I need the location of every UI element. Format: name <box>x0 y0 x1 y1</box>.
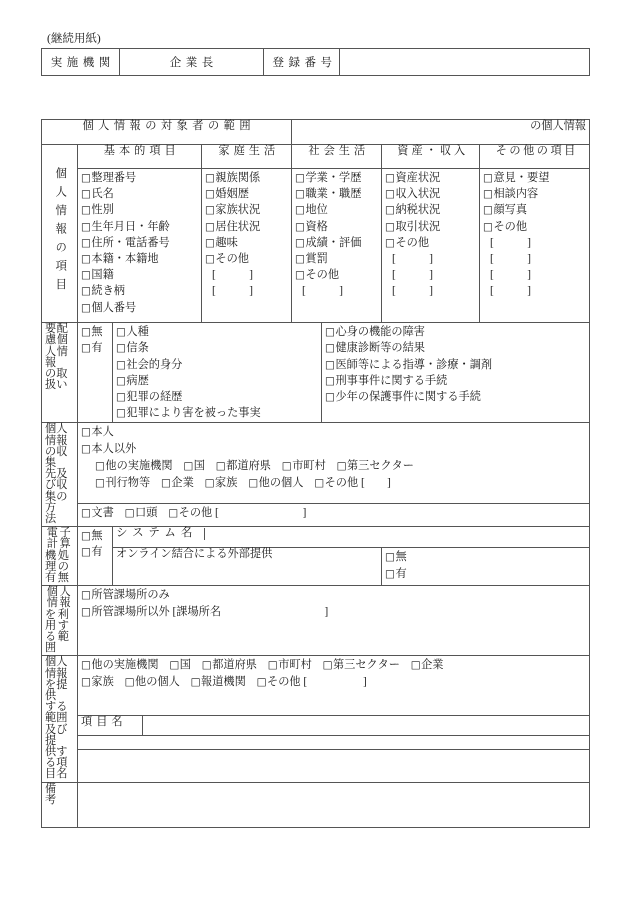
list-item[interactable]: □ 居住状況 <box>205 219 288 235</box>
collection-sources-row1 <box>81 458 586 475</box>
system-name-label: システム名 <box>116 528 205 540</box>
list-item[interactable]: □ 本籍・本籍地 <box>81 251 198 267</box>
scope-header-suffix: の個人情報 <box>530 120 587 132</box>
source-option[interactable]: □ 都道府県 <box>216 460 271 472</box>
agency-value[interactable]: 企業長 <box>120 49 264 76</box>
target-option[interactable]: □ 報道機関 <box>191 676 246 688</box>
system-name-value[interactable] <box>205 528 587 540</box>
target-option[interactable]: □ 都道府県 <box>202 659 257 671</box>
list-item[interactable]: □ 健康診断等の結果 <box>325 340 586 356</box>
use-scope-label: 個人情報 を利用する範囲 <box>42 586 78 656</box>
table-row <box>42 782 590 827</box>
blank-entry[interactable]: [ ] <box>490 269 532 282</box>
table-row <box>42 323 590 423</box>
column-header-social: 社会生活 <box>292 145 382 169</box>
method-option[interactable]: □ 口頭 <box>125 507 158 519</box>
method-option-other[interactable]: □ その他 <box>168 507 212 519</box>
list-item[interactable]: □ 人種 <box>116 324 318 340</box>
use-scope-other[interactable]: □ 所管課場所以外 [課場所名 ] <box>81 604 586 621</box>
source-option[interactable]: □ 他の実施機関 <box>95 460 173 472</box>
sensitive-section-label: 要配慮個人情報 の取扱い <box>42 323 78 423</box>
blank-entry[interactable]: [ ] <box>212 269 254 282</box>
list-item[interactable]: □ 顔写真 <box>483 202 586 218</box>
collection-methods <box>78 504 590 527</box>
table-row <box>42 656 590 715</box>
online-option-none[interactable]: □ 無 <box>385 549 586 565</box>
collection-self-row[interactable]: □ 本人 <box>81 424 586 441</box>
sensitive-option-none[interactable]: □ 無 <box>81 324 109 340</box>
use-scope-own[interactable]: □ 所管課場所のみ <box>81 587 586 604</box>
computer-yesno-group <box>78 527 113 586</box>
item-name-label: 項目名 <box>78 716 143 736</box>
target-option[interactable]: □ 第三セクター <box>323 659 400 671</box>
online-option-yes[interactable]: □ 有 <box>385 566 586 582</box>
provide-targets-row1 <box>81 657 586 674</box>
list-item[interactable]: □ 相談内容 <box>483 186 586 202</box>
list-item[interactable]: □ その他 <box>483 219 586 235</box>
list-item[interactable]: □ その他 <box>385 235 476 251</box>
list-item[interactable]: □ その他 <box>205 251 288 267</box>
remarks-label: 備考 <box>42 782 78 827</box>
target-option[interactable]: □ 国 <box>169 659 191 671</box>
system-name-row <box>113 527 590 548</box>
items-side-label: 個人情報の項目 <box>42 145 78 323</box>
online-provision-label: オンライン結合による外部提供 <box>113 548 382 586</box>
sensitive-yesno-group <box>78 323 113 423</box>
target-option[interactable]: □ 他の実施機関 <box>81 659 159 671</box>
options-social <box>292 169 382 323</box>
list-item[interactable]: □ 住所・電話番号 <box>81 235 198 251</box>
item-name-header-blank[interactable] <box>143 716 590 736</box>
column-header-assets: 資産・収入 <box>382 145 480 169</box>
list-item[interactable]: □ 収入状況 <box>385 186 476 202</box>
list-item[interactable]: □ 資産状況 <box>385 170 476 186</box>
sensitive-left-options <box>113 323 322 423</box>
list-item[interactable]: □ 医師等による指導・診療・調剤 <box>325 357 586 373</box>
blank-entry[interactable]: [ ] <box>302 285 344 298</box>
list-item[interactable]: □ 個人番号 <box>81 300 198 316</box>
blank-entry[interactable]: [ ] <box>392 252 434 265</box>
provide-targets-row2 <box>81 674 586 691</box>
blank-entry[interactable]: [ ] <box>490 236 532 249</box>
provide-targets <box>78 656 590 715</box>
source-option[interactable]: □ 家族 <box>205 477 238 489</box>
list-item[interactable]: □ 生年月日・年齢 <box>81 219 198 235</box>
list-item[interactable]: □ 性別 <box>81 202 198 218</box>
column-header-basic: 基本的項目 <box>78 145 202 169</box>
list-item[interactable]: □ 家族状況 <box>205 202 288 218</box>
source-option[interactable]: □ 刊行物等 <box>95 477 150 489</box>
list-item[interactable]: □ 職業・職歴 <box>295 186 378 202</box>
collection-methods-row <box>81 505 586 522</box>
list-item[interactable]: □ 病歴 <box>116 373 318 389</box>
list-item[interactable]: □ 婚姻歴 <box>205 186 288 202</box>
source-option[interactable]: □ 他の個人 <box>248 477 303 489</box>
target-option[interactable]: □ 企業 <box>411 659 444 671</box>
list-item[interactable]: □ 刑事事件に関する手続 <box>325 373 586 389</box>
registration-number-value[interactable] <box>340 49 590 76</box>
list-item[interactable]: □ 親族関係 <box>205 170 288 186</box>
table-row <box>42 49 590 76</box>
table-row <box>42 145 590 169</box>
list-item[interactable]: □ 資格 <box>295 219 378 235</box>
target-option[interactable]: □ 市町村 <box>268 659 312 671</box>
source-option[interactable]: □ 第三セクター <box>337 460 414 472</box>
list-item[interactable]: □ 心身の機能の障害 <box>325 324 586 340</box>
remarks-value[interactable] <box>78 782 590 827</box>
use-scope-options <box>78 586 590 656</box>
agency-label: 実施機関 <box>42 49 120 76</box>
list-item[interactable]: □ 社会的身分 <box>116 357 318 373</box>
list-item[interactable]: □ 納税状況 <box>385 202 476 218</box>
list-item[interactable]: □ 氏名 <box>81 186 198 202</box>
continuation-sheet-label: (継続用紙) <box>47 33 101 45</box>
list-item[interactable]: □ 地位 <box>295 202 378 218</box>
table-row <box>42 504 590 527</box>
source-option[interactable]: □ 国 <box>183 460 205 472</box>
list-item[interactable]: □ 学業・学歴 <box>295 170 378 186</box>
computer-section-label: 電子計算 機処理の有無 <box>42 527 78 586</box>
list-item[interactable]: □ 取引状況 <box>385 219 476 235</box>
list-item[interactable]: □ 意見・要望 <box>483 170 586 186</box>
collection-sources-row2 <box>81 475 586 492</box>
blank-entry[interactable]: [ ] <box>212 285 254 298</box>
table-row <box>42 169 590 323</box>
blank-entry[interactable]: [ ] <box>392 285 434 298</box>
target-option-other[interactable]: □ その他 <box>257 676 301 688</box>
provide-section-label: 個人情報を提供 する範囲及び提 供する項目名 <box>42 656 78 782</box>
list-item[interactable]: □ その他 <box>295 267 378 283</box>
options-family <box>202 169 292 323</box>
collection-section-label: 個人情報の収集 先及び収集の方 法 <box>42 423 78 527</box>
collection-sources <box>78 423 590 504</box>
table-row <box>42 749 590 782</box>
list-item[interactable]: □ 犯罪により害を被った事実 <box>116 405 318 421</box>
list-item[interactable]: □ 趣味 <box>205 235 288 251</box>
list-item[interactable]: □ 賞罰 <box>295 251 378 267</box>
table-row <box>42 120 590 145</box>
options-assets <box>382 169 480 323</box>
source-other-input[interactable]: [ ] <box>360 477 391 490</box>
table-row <box>42 715 590 749</box>
registration-number-label: 登録番号 <box>264 49 340 76</box>
list-item[interactable]: □ 国籍 <box>81 267 198 283</box>
computer-option-yes[interactable]: □ 有 <box>81 544 109 560</box>
sensitive-right-options <box>322 323 590 423</box>
table-row <box>42 423 590 504</box>
list-item[interactable]: □ 整理番号 <box>81 170 198 186</box>
item-name-row <box>78 715 590 749</box>
table-row <box>42 527 590 548</box>
list-item[interactable]: □ 少年の保護事件に関する手続 <box>325 389 586 405</box>
source-option[interactable]: □ 市町村 <box>282 460 326 472</box>
scope-header-value[interactable] <box>292 120 590 145</box>
source-option-other[interactable]: □ その他 <box>314 477 358 489</box>
online-yesno-group <box>382 548 590 586</box>
list-item[interactable]: □ 信条 <box>116 340 318 356</box>
item-name-value[interactable] <box>78 749 590 782</box>
list-item[interactable]: □ 続き柄 <box>81 283 198 299</box>
list-item[interactable]: □ 犯罪の経歴 <box>116 389 318 405</box>
method-other-input[interactable]: [ ] <box>215 507 307 520</box>
header-table <box>41 48 590 76</box>
target-option[interactable]: □ 家族 <box>81 676 114 688</box>
options-basic <box>78 169 202 323</box>
personal-info-table <box>41 119 590 828</box>
table-row <box>42 586 590 656</box>
options-other <box>480 169 590 323</box>
use-scope-other-input[interactable]: [課場所名 ] <box>172 606 329 619</box>
source-option[interactable]: □ 企業 <box>161 477 194 489</box>
sensitive-option-yes[interactable]: □ 有 <box>81 340 109 356</box>
target-option[interactable]: □ 他の個人 <box>125 676 180 688</box>
collection-other-row[interactable]: □ 本人以外 <box>81 441 586 458</box>
blank-entry[interactable]: [ ] <box>490 285 532 298</box>
computer-option-none[interactable]: □ 無 <box>81 528 109 544</box>
column-header-other: その他の項目 <box>480 145 590 169</box>
blank-entry[interactable]: [ ] <box>490 252 532 265</box>
method-option[interactable]: □ 文書 <box>81 507 114 519</box>
scope-header-label: 個人情報の対象者の範囲 <box>42 120 292 145</box>
target-other-input[interactable]: [ ] <box>303 676 367 689</box>
table-row <box>42 548 590 586</box>
blank-entry[interactable]: [ ] <box>392 269 434 282</box>
list-item[interactable]: □ 成績・評価 <box>295 235 378 251</box>
column-header-family: 家庭生活 <box>202 145 292 169</box>
